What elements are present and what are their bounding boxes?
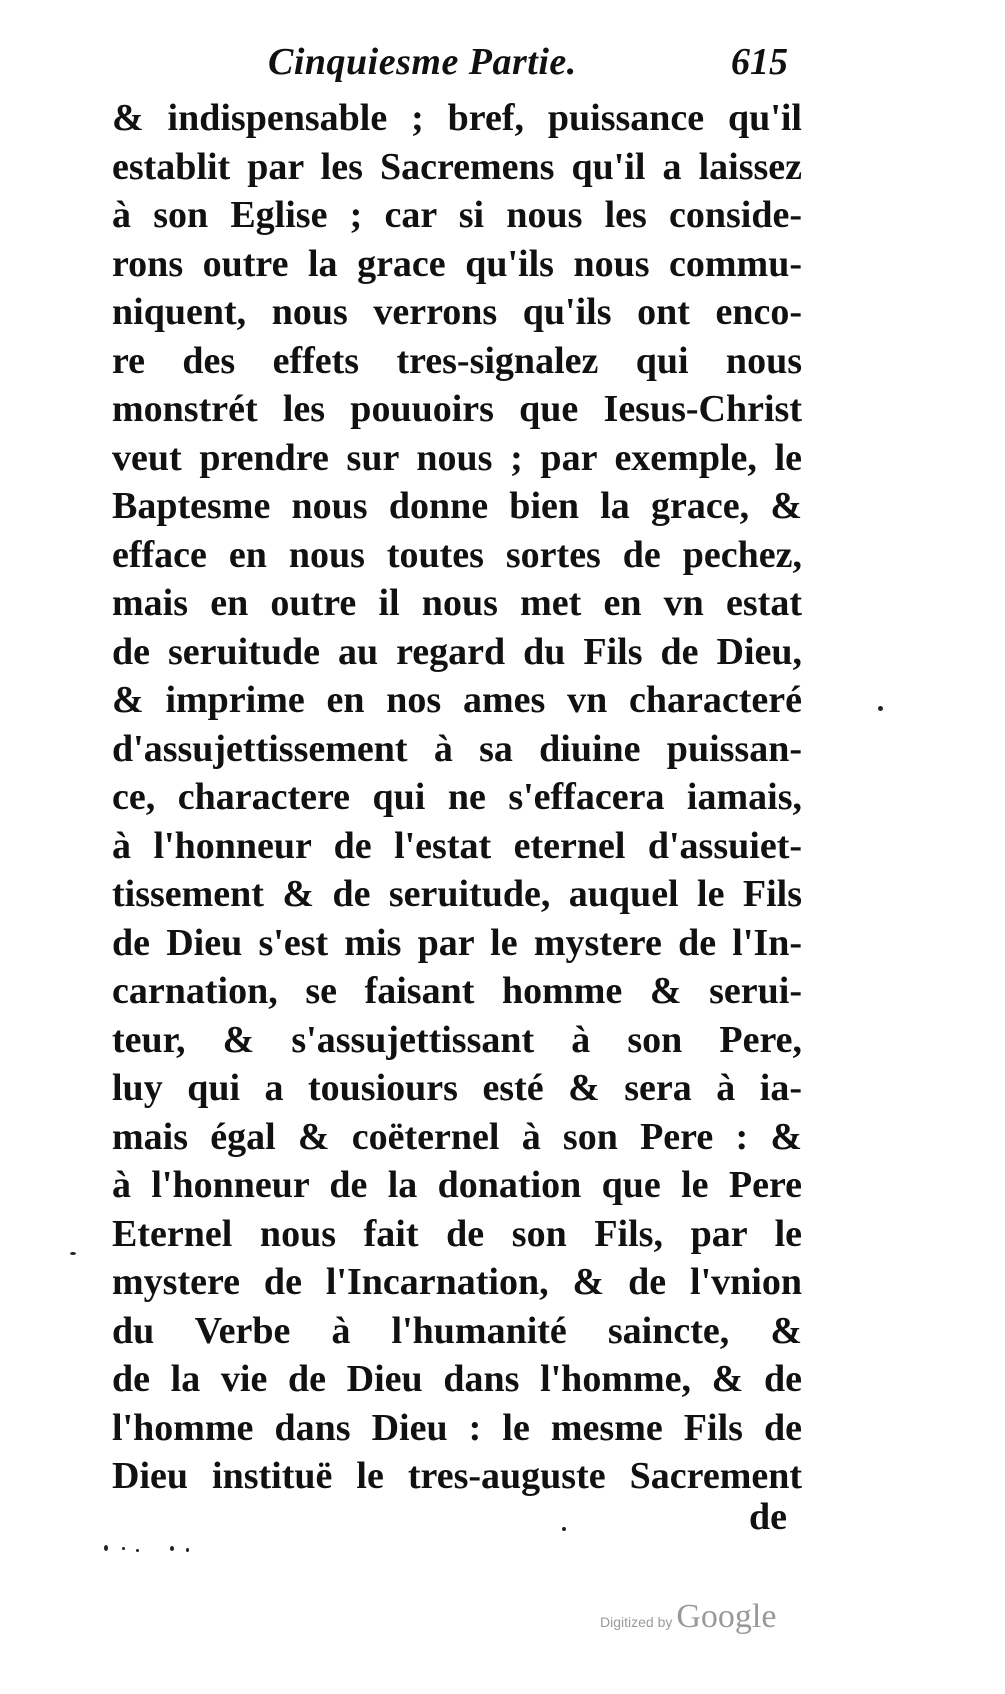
text-line: à l'honneur de l'estat eternel d'assuiet- (112, 824, 802, 867)
scan-speck (186, 1548, 189, 1552)
body-text (112, 94, 802, 1501)
text-line: tissement & de seruitude, auquel le Fils (112, 873, 802, 915)
text-line: Eternel nous fait de son Fils, par le (112, 1212, 802, 1255)
text-line: de Dieu s'est mis par le mystere de l'In- (112, 921, 802, 964)
text-line: Baptesme nous donne bien la grace, & (112, 485, 802, 527)
scan-speck (70, 1252, 76, 1255)
text-line: ce, charactere qui ne s'effacera iamais, (112, 776, 802, 818)
text-line: à son Eglise ; car si nous les conside- (112, 194, 802, 236)
text-line: mystere de l'Incarnation, & de l'vnion (112, 1261, 802, 1303)
text-line: Dieu instituë le tres-auguste Sacrement (112, 1455, 802, 1497)
text-line: re des effets tres-signalez qui nous (112, 339, 802, 382)
text-line: à l'honneur de la donation que le Pere (112, 1164, 802, 1206)
scan-speck (136, 1549, 139, 1552)
text-line: & imprime en nos ames vn characteré (112, 679, 802, 721)
text-line: niquent, nous verrons qu'ils ont enco- (112, 291, 802, 333)
text-line: mais en outre il nous met en vn estat (112, 582, 802, 624)
text-line: de seruitude au regard du Fils de Dieu, (112, 630, 802, 673)
watermark-prefix: Digitized by (600, 1614, 673, 1630)
running-title: Cinquiesme Partie. (268, 41, 577, 83)
text-line: monstrét les pouuoirs que Iesus-Christ (112, 388, 802, 430)
text-line: establit par les Sacremens qu'il a laissez (112, 145, 802, 188)
text-line: & indispensable ; bref, puissance qu'il (112, 97, 802, 139)
text-line: luy qui a tousiours esté & sera à ia- (112, 1067, 802, 1109)
text-line: carnation, se faisant homme & serui- (112, 970, 802, 1012)
catchword: de (749, 1496, 787, 1538)
text-line: de la vie de Dieu dans l'homme, & de (112, 1358, 802, 1400)
running-head (268, 40, 788, 90)
text-line: mais égal & coëternel à son Pere : & (112, 1115, 802, 1158)
text-line: veut prendre sur nous ; par exemple, le (112, 436, 802, 479)
text-line: l'homme dans Dieu : le mesme Fils de (112, 1406, 802, 1449)
scan-speck (104, 1545, 108, 1551)
scan-speck (878, 706, 883, 711)
page-number: 615 (731, 41, 788, 83)
text-line: teur, & s'assujettissant à son Pere, (112, 1018, 802, 1061)
text-line: rons outre la grace qu'ils nous commu- (112, 242, 802, 285)
scan-speck (122, 1547, 125, 1550)
digitized-watermark (600, 1598, 776, 1636)
watermark-brand: Google (676, 1598, 777, 1635)
scan-speck (170, 1546, 174, 1551)
scan-speck (562, 1527, 566, 1531)
text-line: d'assujettissement à sa diuine puissan- (112, 727, 802, 770)
text-line: du Verbe à l'humanité saincte, & (112, 1309, 802, 1352)
text-line: efface en nous toutes sortes de pechez, (112, 533, 802, 576)
